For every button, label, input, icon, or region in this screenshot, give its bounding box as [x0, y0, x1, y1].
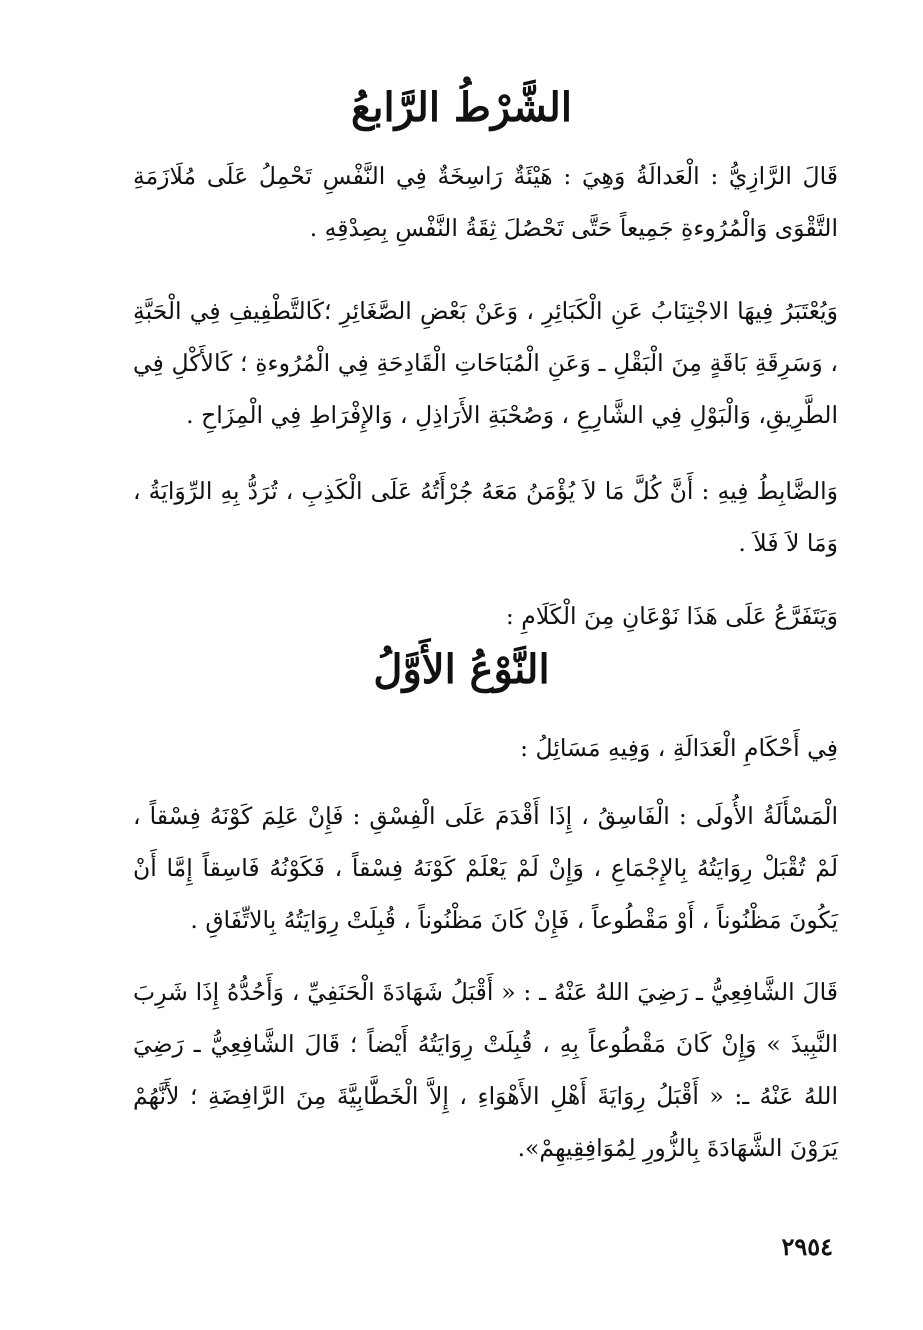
avoidance-paragraph: وَيُعْتَبَرُ فِيهَا الاجْتِنَابُ عَنِ الْكَبَائِرِ ، وَعَنْ بَعْضِ الصَّغَائِرِ ؛كَالتَّطْفِيفِ فِي الْحَبَّةِ ، وَسَرِقَةِ بَاقَةٍ مِنَ الْبَقْلِ ـ وَعَنِ الْمُبَاحَاتِ الْقَادِحَةِ فِي الْمُرُوءةِ ؛ كَالأَكْلِ فِي الطَّرِيقِ، وَالْبَوْلِ فِي الشَّارِعِ ، وَصُحْبَةِ الأَرَاذِلِ ، وَالإِفْرَاطِ فِي الْمِزَاحِ .: [133, 297, 838, 429]
topic-paragraph: فِي أَحْكَامِ الْعَدَالَةِ ، وَفِيهِ مَسَائِلُ :: [520, 734, 838, 762]
branches-paragraph: وَيَتَفَرَّعُ عَلَى هَذَا نَوْعَانِ مِنَ الْكَلَامِ :: [505, 602, 838, 630]
razi-definition-paragraph: قَالَ الرَّازِيُّ : الْعَدالَةُ وَهِيَ : هَيْئَةٌ رَاسِخَةٌ فِي النَّفْسِ تَحْمِلُ عَلَى مُلَازَمَةِ التَّقْوَى وَالْمُرُوءةِ جَمِيعاً حَتَّى تَحْصُلَ ثِقَةُ النَّفْسِ بِصِدْقِهِ .: [133, 162, 838, 242]
type-heading: النَّوْعُ الأَوَّلُ: [373, 646, 550, 693]
rule-paragraph: وَالضَّابِطُ فِيهِ : أَنَّ كُلَّ مَا لاَ يُؤْمَنُ مَعَهُ جُرْأَتُهُ عَلَى الْكَذِبِ ، تُرَدُّ بِهِ الرِّوَايَةُ ، وَمَا لاَ فَلاَ .: [133, 477, 838, 557]
first-issue-paragraph: الْمَسْأَلَةُ الأُولَى : الْفَاسِقُ ، إِذَا أَقْدَمَ عَلَى الْفِسْقِ : فَإِنْ عَلِمَ كَوْنَهُ فِسْقاً ، لَمْ تُقْبَلْ رِوَايَتُهُ بِالإِجْمَاعِ ، وَإِنْ لَمْ يَعْلَمْ كَوْنَهُ فِسْقاً ، فَكَوْنُهُ فَاسِقاً إِمَّا أَنْ يَكُونَ مَظْنُوناً ، أَوْ مَقْطُوعاً ، فَإِنْ كَانَ مَظْنُوناً ، قُبِلَتْ رِوَايَتُهُ بِالاتِّفَاقِ .: [133, 802, 838, 934]
section-heading: الشَّرْطُ الرَّابعُ: [351, 84, 572, 131]
shafii-paragraph: قَالَ الشَّافِعِيُّ ـ رَضِيَ اللهُ عَنْهُ ـ : « أَقْبَلُ شَهَادَةَ الْحَنَفِيِّ ، وَأَحُدُّهُ إِذَا شَرِبَ النَّبِيذَ » وَإِنْ كَانَ مَقْطُوعاً بِهِ ، قُبِلَتْ رِوَايَتُهُ أَيْضاً ؛ قَالَ الشَّافِعِيُّ ـ رَضِيَ اللهُ عَنْهُ ـ: « أَقْبَلُ رِوَايَةَ أَهْلِ الأَهْوَاءِ ، إِلاَّ الْخَطَّابِيَّةَ مِنَ الرَّافِضَةِ ؛ لأَنَّهُمْ يَرَوْنَ الشَّهَادَةَ بِالزُّورِ لِمُوَافِقِيهِمْ».: [133, 978, 838, 1162]
page-number: ٢٩٥٤: [781, 1232, 833, 1261]
